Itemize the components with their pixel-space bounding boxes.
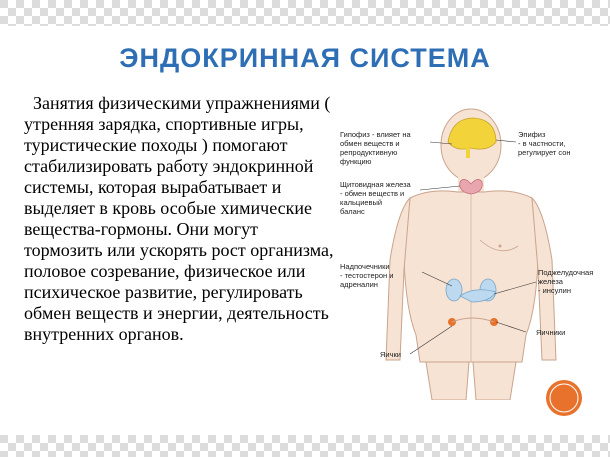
label-thyroid: Щитовидная железа - обмен веществ и кальциевый баланс	[340, 180, 411, 216]
label-epiphysis: Эпифиз - в частности, регулирует сон	[518, 130, 571, 157]
top-checker-border	[0, 0, 610, 26]
label-ovaries: Яичники	[536, 328, 566, 337]
slide-body-text	[24, 93, 334, 345]
label-testes: Яички	[380, 350, 401, 359]
label-pancreas: Поджелудочная железа - инсулин	[538, 268, 594, 295]
bottom-checker-border	[0, 435, 610, 457]
slide-title: ЭНДОКРИННАЯ СИСТЕМА	[119, 43, 491, 73]
label-adrenal: Надпочечники - тестостерон и адреналин	[340, 262, 394, 289]
label-hypophysis: Гипофиз - влияет на обмен веществ и репродуктивную функцию	[340, 130, 411, 166]
decorative-circle-icon	[544, 378, 584, 418]
body-paragraph: Занятия физическими упражнениями ( утренняя зарядка, спортивные игры, туристические походы ) помогают стабилизировать работу эндокринной системы, которая вырабатывает и выделяет в кровь особые химические вещества-гормоны. Они могут тормозить или ускорять рост организма, половое созревание, физическое или психическое развитие, регулировать обмен веществ и энергии, деятельность внутренних органов.	[24, 93, 334, 344]
endocrine-diagram	[340, 100, 600, 400]
